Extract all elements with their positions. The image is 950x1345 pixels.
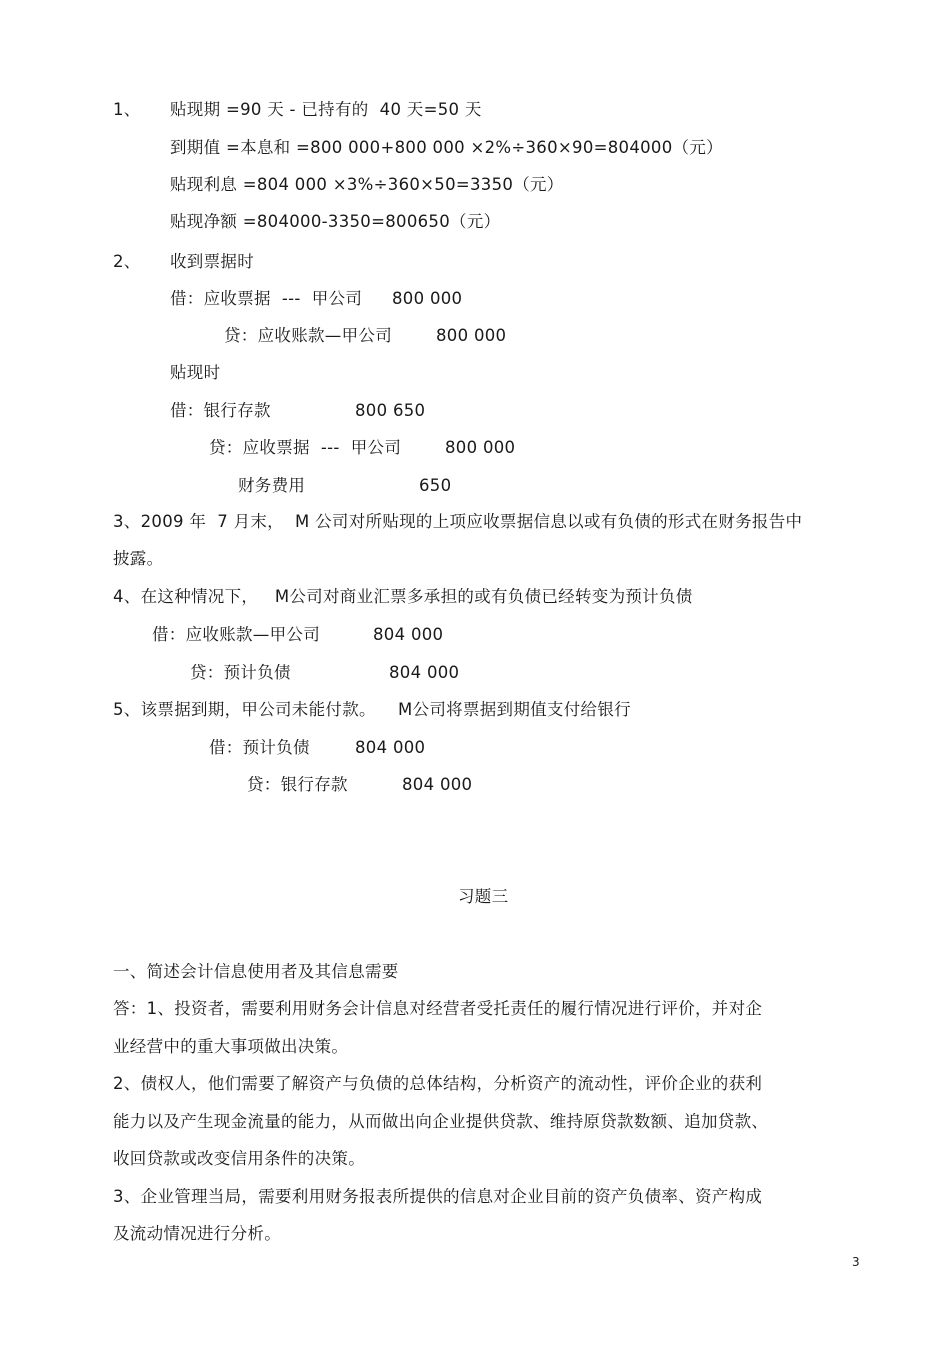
discount-net-line: 贴现净额 =804000-3350=800650（元） xyxy=(170,212,501,231)
item-3-paragraph-line2: 披露。 xyxy=(113,549,164,568)
item-5-paragraph: 5、该票据到期，甲公司未能付款。 M公司将票据到期值支付给银行 xyxy=(113,700,631,719)
journal-amount: 804 000 xyxy=(402,775,473,794)
receive-note-heading: 收到票据时 xyxy=(170,252,254,271)
journal-debit-notes-receivable: 借：应收票据 --- 甲公司 xyxy=(170,289,363,308)
answer-line-2: 业经营中的重大事项做出决策。 xyxy=(113,1037,349,1056)
maturity-value-line: 到期值 =本息和 =800 000+800 000 ×2%÷360×90=804000（元） xyxy=(170,138,723,157)
answer-line-5: 收回贷款或改变信用条件的决策。 xyxy=(113,1149,365,1168)
question-title: 一、简述会计信息使用者及其信息需要 xyxy=(113,962,399,981)
discount-period-line: 贴现期 =90 天 - 已持有的 40 天=50 天 xyxy=(170,100,482,119)
item-4-paragraph: 4、在这种情况下， M公司对商业汇票多承担的或有负债已经转变为预计负债 xyxy=(113,587,693,606)
exercise-heading: 习题三 xyxy=(458,887,509,906)
discount-time-heading: 贴现时 xyxy=(170,363,221,382)
journal-financial-expense: 财务费用 xyxy=(238,476,306,495)
journal-debit-bank-deposit: 借：银行存款 xyxy=(170,401,271,420)
item-3-paragraph-line1: 3、2009 年 7 月末， M 公司对所贴现的上项应收票据信息以或有负债的形式在财务报告中 xyxy=(113,512,803,531)
discount-interest-line: 贴现利息 =804 000 ×3%÷360×50=3350（元） xyxy=(170,175,564,194)
journal-amount: 804 000 xyxy=(373,625,444,644)
journal-debit-accounts-receivable: 借：应收账款—甲公司 xyxy=(152,625,320,644)
journal-amount: 800 000 xyxy=(392,289,463,308)
journal-credit-bank-deposit: 贷：银行存款 xyxy=(247,775,348,794)
answer-line-7: 及流动情况进行分析。 xyxy=(113,1224,281,1243)
item-1-number: 1、 xyxy=(113,100,141,119)
answer-line-3: 2、债权人，他们需要了解资产与负债的总体结构，分析资产的流动性，评价企业的获利 xyxy=(113,1074,763,1093)
journal-amount: 800 650 xyxy=(355,401,426,420)
page-number: 3 xyxy=(852,1255,860,1269)
item-2-number: 2、 xyxy=(113,252,141,271)
journal-amount: 650 xyxy=(419,476,452,495)
answer-line-1: 答：1、投资者，需要利用财务会计信息对经营者受托责任的履行情况进行评价，并对企 xyxy=(113,999,763,1018)
answer-line-4: 能力以及产生现金流量的能力，从而做出向企业提供贷款、维持原贷款数额、追加贷款、 xyxy=(113,1112,769,1131)
journal-amount: 804 000 xyxy=(355,738,426,757)
journal-credit-notes-receivable: 贷：应收票据 --- 甲公司 xyxy=(209,438,402,457)
journal-amount: 800 000 xyxy=(436,326,507,345)
journal-credit-estimated-liability: 贷：预计负债 xyxy=(190,663,291,682)
journal-amount: 800 000 xyxy=(445,438,516,457)
answer-line-6: 3、企业管理当局，需要利用财务报表所提供的信息对企业目前的资产负债率、资产构成 xyxy=(113,1187,763,1206)
journal-debit-estimated-liability: 借：预计负债 xyxy=(209,738,310,757)
journal-credit-accounts-receivable: 贷：应收账款—甲公司 xyxy=(224,326,392,345)
journal-amount: 804 000 xyxy=(389,663,460,682)
